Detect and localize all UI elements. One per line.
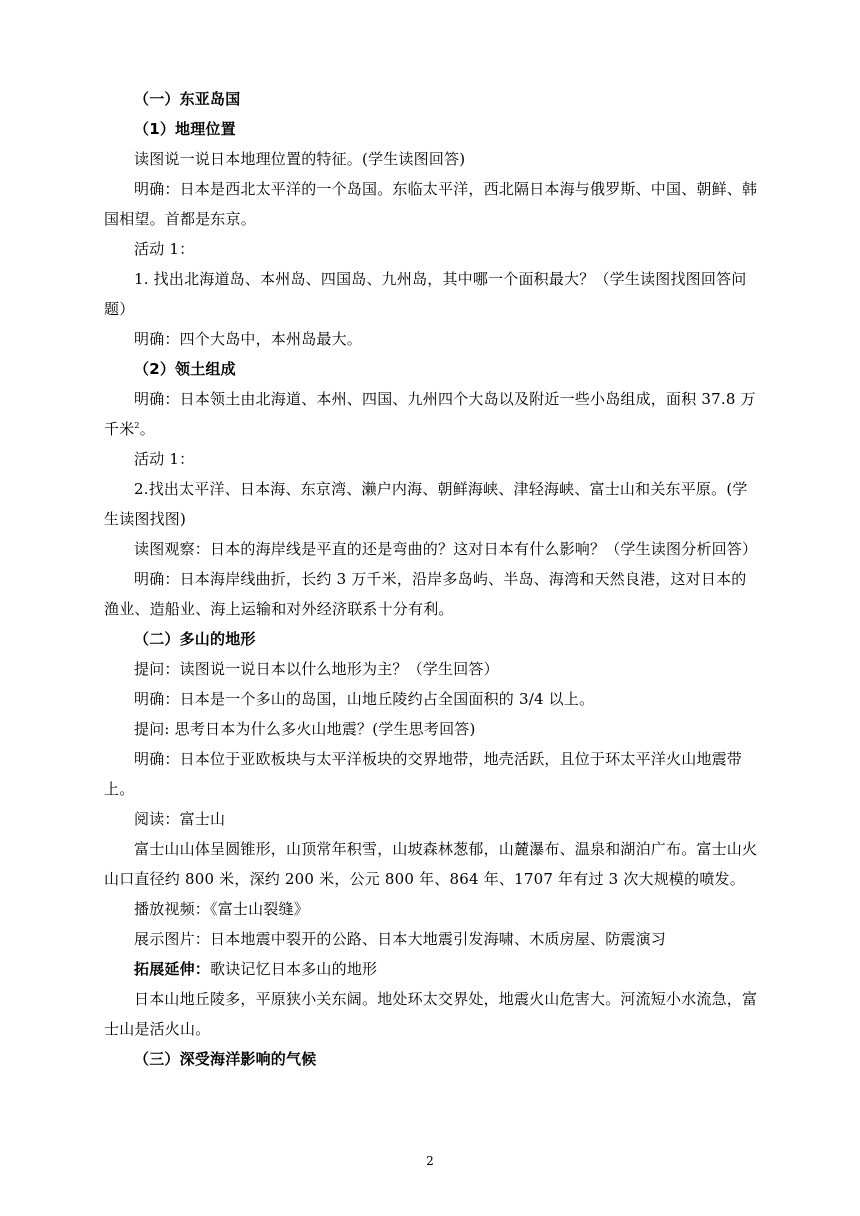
paragraph: 活动 1： (134, 240, 195, 258)
page-content (104, 84, 760, 1074)
paragraph-territory-area (104, 384, 760, 444)
extension-label: 拓展延伸： (134, 960, 211, 978)
paragraph: 日本山地丘陵多，平原狭小关东阔。地处环太交界处，地震火山危害大。河流短小水流急，富士山是活火山。 (104, 990, 758, 1038)
paragraph: 明确：四个大岛中，本州岛最大。 (134, 330, 363, 348)
page-number: 2 (426, 1154, 434, 1168)
section-heading-ocean-climate: （三）深受海洋影响的气候 (134, 1050, 317, 1068)
section-heading-mountainous-terrain: （二）多山的地形 (134, 630, 256, 648)
paragraph: 1. 找出北海道岛、本州岛、四国岛、九州岛，其中哪一个面积最大？（学生读图找图回答问题） (104, 270, 747, 318)
paragraph: 明确：日本位于亚欧板块与太平洋板块的交界地带，地壳活跃，且位于环太平洋火山地震带上。 (104, 750, 743, 798)
subheading-geographic-location: （1）地理位置 (134, 120, 236, 138)
paragraph: 展示图片：日本地震中裂开的公路、日本大地震引发海啸、木质房屋、防震演习 (134, 930, 667, 948)
paragraph: 提问: 思考日本为什么多火山地震？(学生思考回答) (134, 720, 476, 738)
paragraph: 富士山山体呈圆锥形，山顶常年积雪，山坡森林葱郁，山麓瀑布、温泉和湖泊广布。富士山火山口直径约 800 米，深约 200 米，公元 800 年、864 年、1707 年有过 3 次大规模的喷发。 (104, 840, 758, 888)
superscript: 2 (134, 421, 140, 430)
paragraph: 提问：读图说一说日本以什么地形为主？（学生回答） (134, 660, 499, 678)
paragraph: 活动 1： (134, 450, 195, 468)
paragraph-extension (104, 954, 760, 984)
paragraph-end: 。 (139, 420, 155, 438)
paragraph: 明确：日本是西北太平洋的一个岛国。东临太平洋，西北隔日本海与俄罗斯、中国、朝鲜、韩国相望。首都是东京。 (104, 180, 758, 228)
extension-text: 歌诀记忆日本多山的地形 (210, 960, 378, 978)
paragraph: 2.找出太平洋、日本海、东京湾、濑户内海、朝鲜海峡、津轻海峡、富士山和关东平原。(学生读图找图) (104, 480, 748, 528)
paragraph: 明确：日本海岸线曲折，长约 3 万千米，沿岸多岛屿、半岛、海湾和天然良港，这对日本的渔业、造船业、海上运输和对外经济联系十分有利。 (104, 570, 747, 618)
paragraph-text: 明确：日本领土由北海道、本州、四国、九州四个大岛以及附近一些小岛组成，面积 37.8 万千米 (104, 390, 756, 438)
paragraph: 读图说一说日本地理位置的特征。(学生读图回答) (134, 150, 466, 168)
paragraph: 明确：日本是一个多山的岛国，山地丘陵约占全国面积的 3/4 以上。 (134, 690, 595, 708)
paragraph: 播放视频：《富士山裂缝》 (134, 900, 309, 918)
subheading-territory: （2）领土组成 (134, 360, 236, 378)
paragraph: 读图观察：日本的海岸线是平直的还是弯曲的？这对日本有什么影响？（学生读图分析回答） (134, 540, 758, 558)
paragraph: 阅读：富士山 (134, 810, 226, 828)
section-heading-east-asia-island: （一）东亚岛国 (134, 90, 241, 108)
